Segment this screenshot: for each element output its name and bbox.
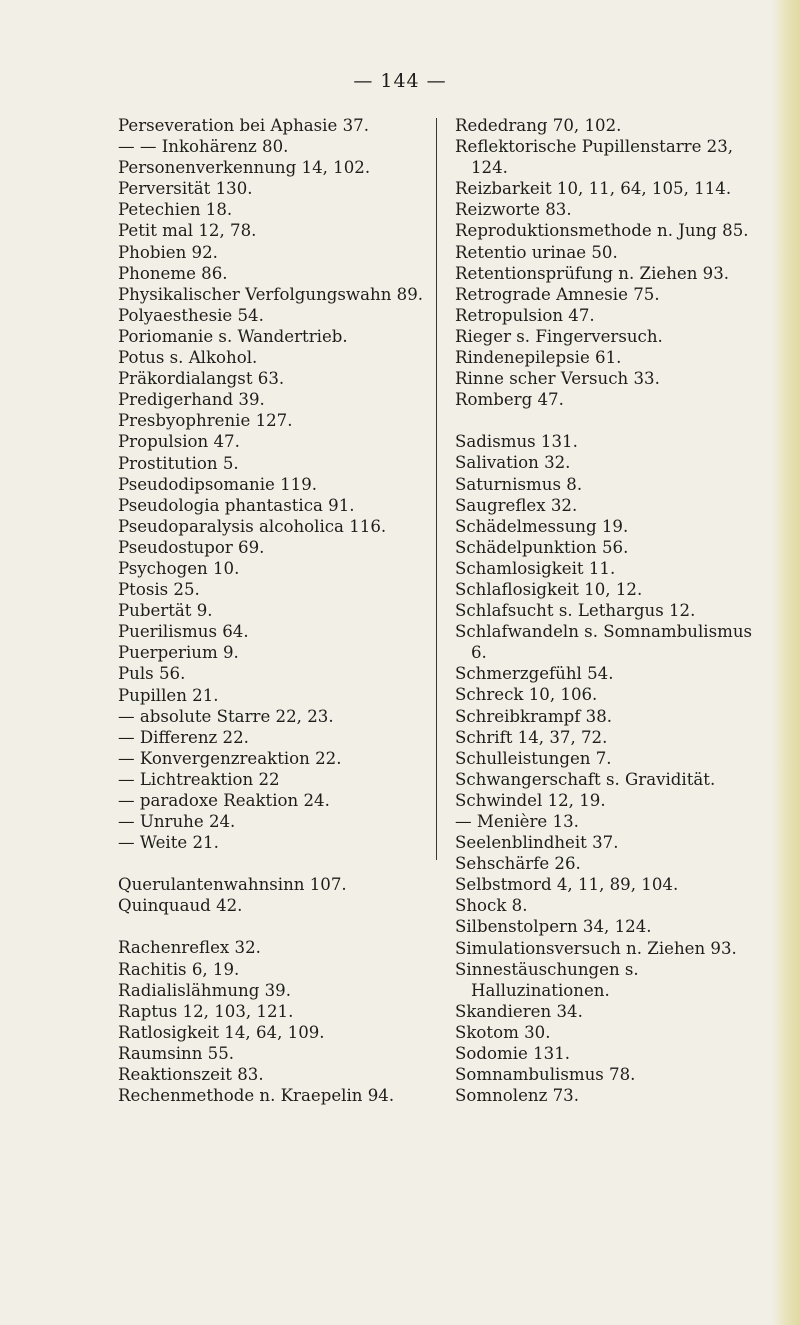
index-entry: Predigerhand 39.: [118, 390, 265, 410]
index-entry: — Menière 13.: [455, 812, 579, 831]
index-entry: — — Inkohärenz 80.: [118, 137, 289, 157]
index-entry: Seelenblindheit 37.: [455, 833, 619, 853]
page-edge-shading: [772, 0, 800, 1325]
index-entry: Perversität 130.: [118, 179, 253, 199]
index-entry: Pseudodipsomanie 119.: [118, 474, 318, 494]
index-entry: Ptosis 25.: [118, 580, 200, 600]
index-entry: Polyaesthesie 54.: [118, 305, 264, 325]
index-entry: Physikalischer Verfolgungswahn 89.: [118, 284, 424, 304]
index-entry: Petechien 18.: [118, 200, 233, 220]
index-entry: Salivation 32.: [455, 453, 571, 473]
index-entry: Reizbarkeit 10, 11, 64, 105, 114.: [455, 179, 732, 199]
index-entry: Schlafsucht s. Lethargus 12.: [455, 601, 696, 621]
index-entry: Schlafwandeln s. Somnambulismus 6.: [455, 622, 753, 663]
index-entry: Pseudologia phantastica 91.: [118, 495, 355, 515]
index-entry: Schulleistungen 7.: [455, 748, 612, 768]
index-entry: Skandieren 34.: [455, 1001, 583, 1021]
index-entry: Reizworte 83.: [455, 200, 572, 220]
index-entry: Rachitis 6, 19.: [118, 959, 240, 979]
index-entry: Pseudoparalysis alcoholica 116.: [118, 516, 387, 536]
index-entry: Somnambulismus 78.: [455, 1065, 636, 1085]
index-entry: Puls 56.: [118, 664, 186, 684]
letter-group-gap: [455, 410, 770, 431]
index-entry: Schädelpunktion 56.: [455, 537, 629, 557]
index-entry: Puerilismus 64.: [118, 622, 249, 642]
letter-group-gap: [118, 853, 430, 874]
index-entry: Rechenmethode n. Kraepelin 94.: [118, 1086, 395, 1106]
index-entry: Skotom 30.: [455, 1022, 551, 1042]
index-entry: Ratlosigkeit 14, 64, 109.: [118, 1022, 325, 1042]
index-entry: — Lichtreaktion 22: [118, 769, 280, 789]
index-entry: Perseveration bei Aphasie 37.: [118, 116, 369, 135]
index-entry: Reaktionszeit 83.: [118, 1065, 264, 1085]
index-entry: Sadismus 131.: [455, 432, 578, 452]
index-entry: Somnolenz 73.: [455, 1086, 579, 1106]
index-entry: Schlaflosigkeit 10, 12.: [455, 579, 643, 599]
index-entry: Propulsion 47.: [118, 432, 240, 452]
index-entry: Psychogen 10.: [118, 558, 240, 578]
index-entry: Rindenepilepsie 61.: [455, 348, 622, 368]
index-entry: Prostitution 5.: [118, 453, 239, 473]
index-entry: — Unruhe 24.: [118, 812, 236, 832]
index-entry: Potus s. Alkohol.: [118, 348, 258, 368]
index-entry: Sinnestäuschungen s. Halluzinationen.: [455, 959, 639, 1000]
index-entry: Retentionsprüfung n. Ziehen 93.: [455, 263, 730, 283]
index-entry: Radialislähmung 39.: [118, 980, 292, 1000]
index-entry: Saugreflex 32.: [455, 495, 578, 515]
index-entry: Silbenstolpern 34, 124.: [455, 917, 652, 937]
index-entry: Reflektorische Pupillenstarre 23, 124.: [455, 137, 734, 178]
letter-group-gap: [118, 916, 430, 937]
index-entry: — Weite 21.: [118, 833, 219, 853]
index-entry: Pupillen 21.: [118, 685, 219, 705]
index-entry: — paradoxe Reaktion 24.: [118, 791, 330, 810]
index-entry: Simulationsversuch n. Ziehen 93.: [455, 938, 737, 958]
index-entry: Presbyophrenie 127.: [118, 411, 293, 431]
index-entry: Schrift 14, 37, 72.: [455, 727, 608, 747]
index-entry: Rieger s. Fingerversuch.: [455, 326, 663, 346]
index-entry: Saturnismus 8.: [455, 474, 583, 494]
index-entry: Raptus 12, 103, 121.: [118, 1001, 294, 1021]
index-entry: Shock 8.: [455, 896, 528, 916]
index-entry: Poriomanie s. Wandertrieb.: [118, 326, 348, 346]
index-entry: Romberg 47.: [455, 390, 564, 410]
index-entry: Querulantenwahnsinn 107.: [118, 875, 347, 895]
index-entry: Quinquaud 42.: [118, 896, 243, 916]
index-entry: Retropulsion 47.: [455, 305, 595, 325]
index-entry: Petit mal 12, 78.: [118, 221, 257, 241]
index-entry: Schreibkrampf 38.: [455, 706, 613, 726]
index-entry: Schwindel 12, 19.: [455, 790, 606, 810]
index-entry: Schmerzgefühl 54.: [455, 664, 614, 684]
column-divider: [436, 118, 437, 860]
index-column-left: [118, 115, 430, 1106]
index-entry: Präkordialangst 63.: [118, 369, 285, 389]
index-entry: Rinne scher Versuch 33.: [455, 369, 660, 389]
index-entry: Rededrang 70, 102.: [455, 116, 622, 135]
page-number: — 144 —: [353, 70, 447, 92]
index-entry: Puerperium 9.: [118, 643, 239, 663]
index-entry: Schreck 10, 106.: [455, 685, 598, 705]
index-entry: Phobien 92.: [118, 242, 218, 262]
index-entry: Pubertät 9.: [118, 601, 213, 621]
index-entry: Phoneme 86.: [118, 263, 228, 283]
index-entry: Sodomie 131.: [455, 1044, 571, 1064]
index-entry: Pseudostupor 69.: [118, 537, 265, 557]
index-entry: Schädelmessung 19.: [455, 516, 629, 536]
index-column-right: [455, 115, 770, 1106]
index-entry: Personenverkennung 14, 102.: [118, 158, 371, 178]
index-entry: Retrograde Amnesie 75.: [455, 284, 660, 304]
index-entry: Selbstmord 4, 11, 89, 104.: [455, 875, 679, 895]
index-entry: Raumsinn 55.: [118, 1043, 235, 1063]
index-entry: Rachenreflex 32.: [118, 938, 261, 958]
index-entry: Reproduktionsmethode n. Jung 85.: [455, 221, 749, 241]
index-entry: Schwangerschaft s. Gravidität.: [455, 769, 716, 789]
index-entry: Schamlosigkeit 11.: [455, 558, 616, 578]
index-entry: Retentio urinae 50.: [455, 242, 618, 262]
index-entry: — Konvergenzreaktion 22.: [118, 748, 342, 768]
index-entry: — absolute Starre 22, 23.: [118, 706, 334, 726]
index-entry: Sehschärfe 26.: [455, 854, 581, 874]
index-entry: — Differenz 22.: [118, 727, 249, 747]
